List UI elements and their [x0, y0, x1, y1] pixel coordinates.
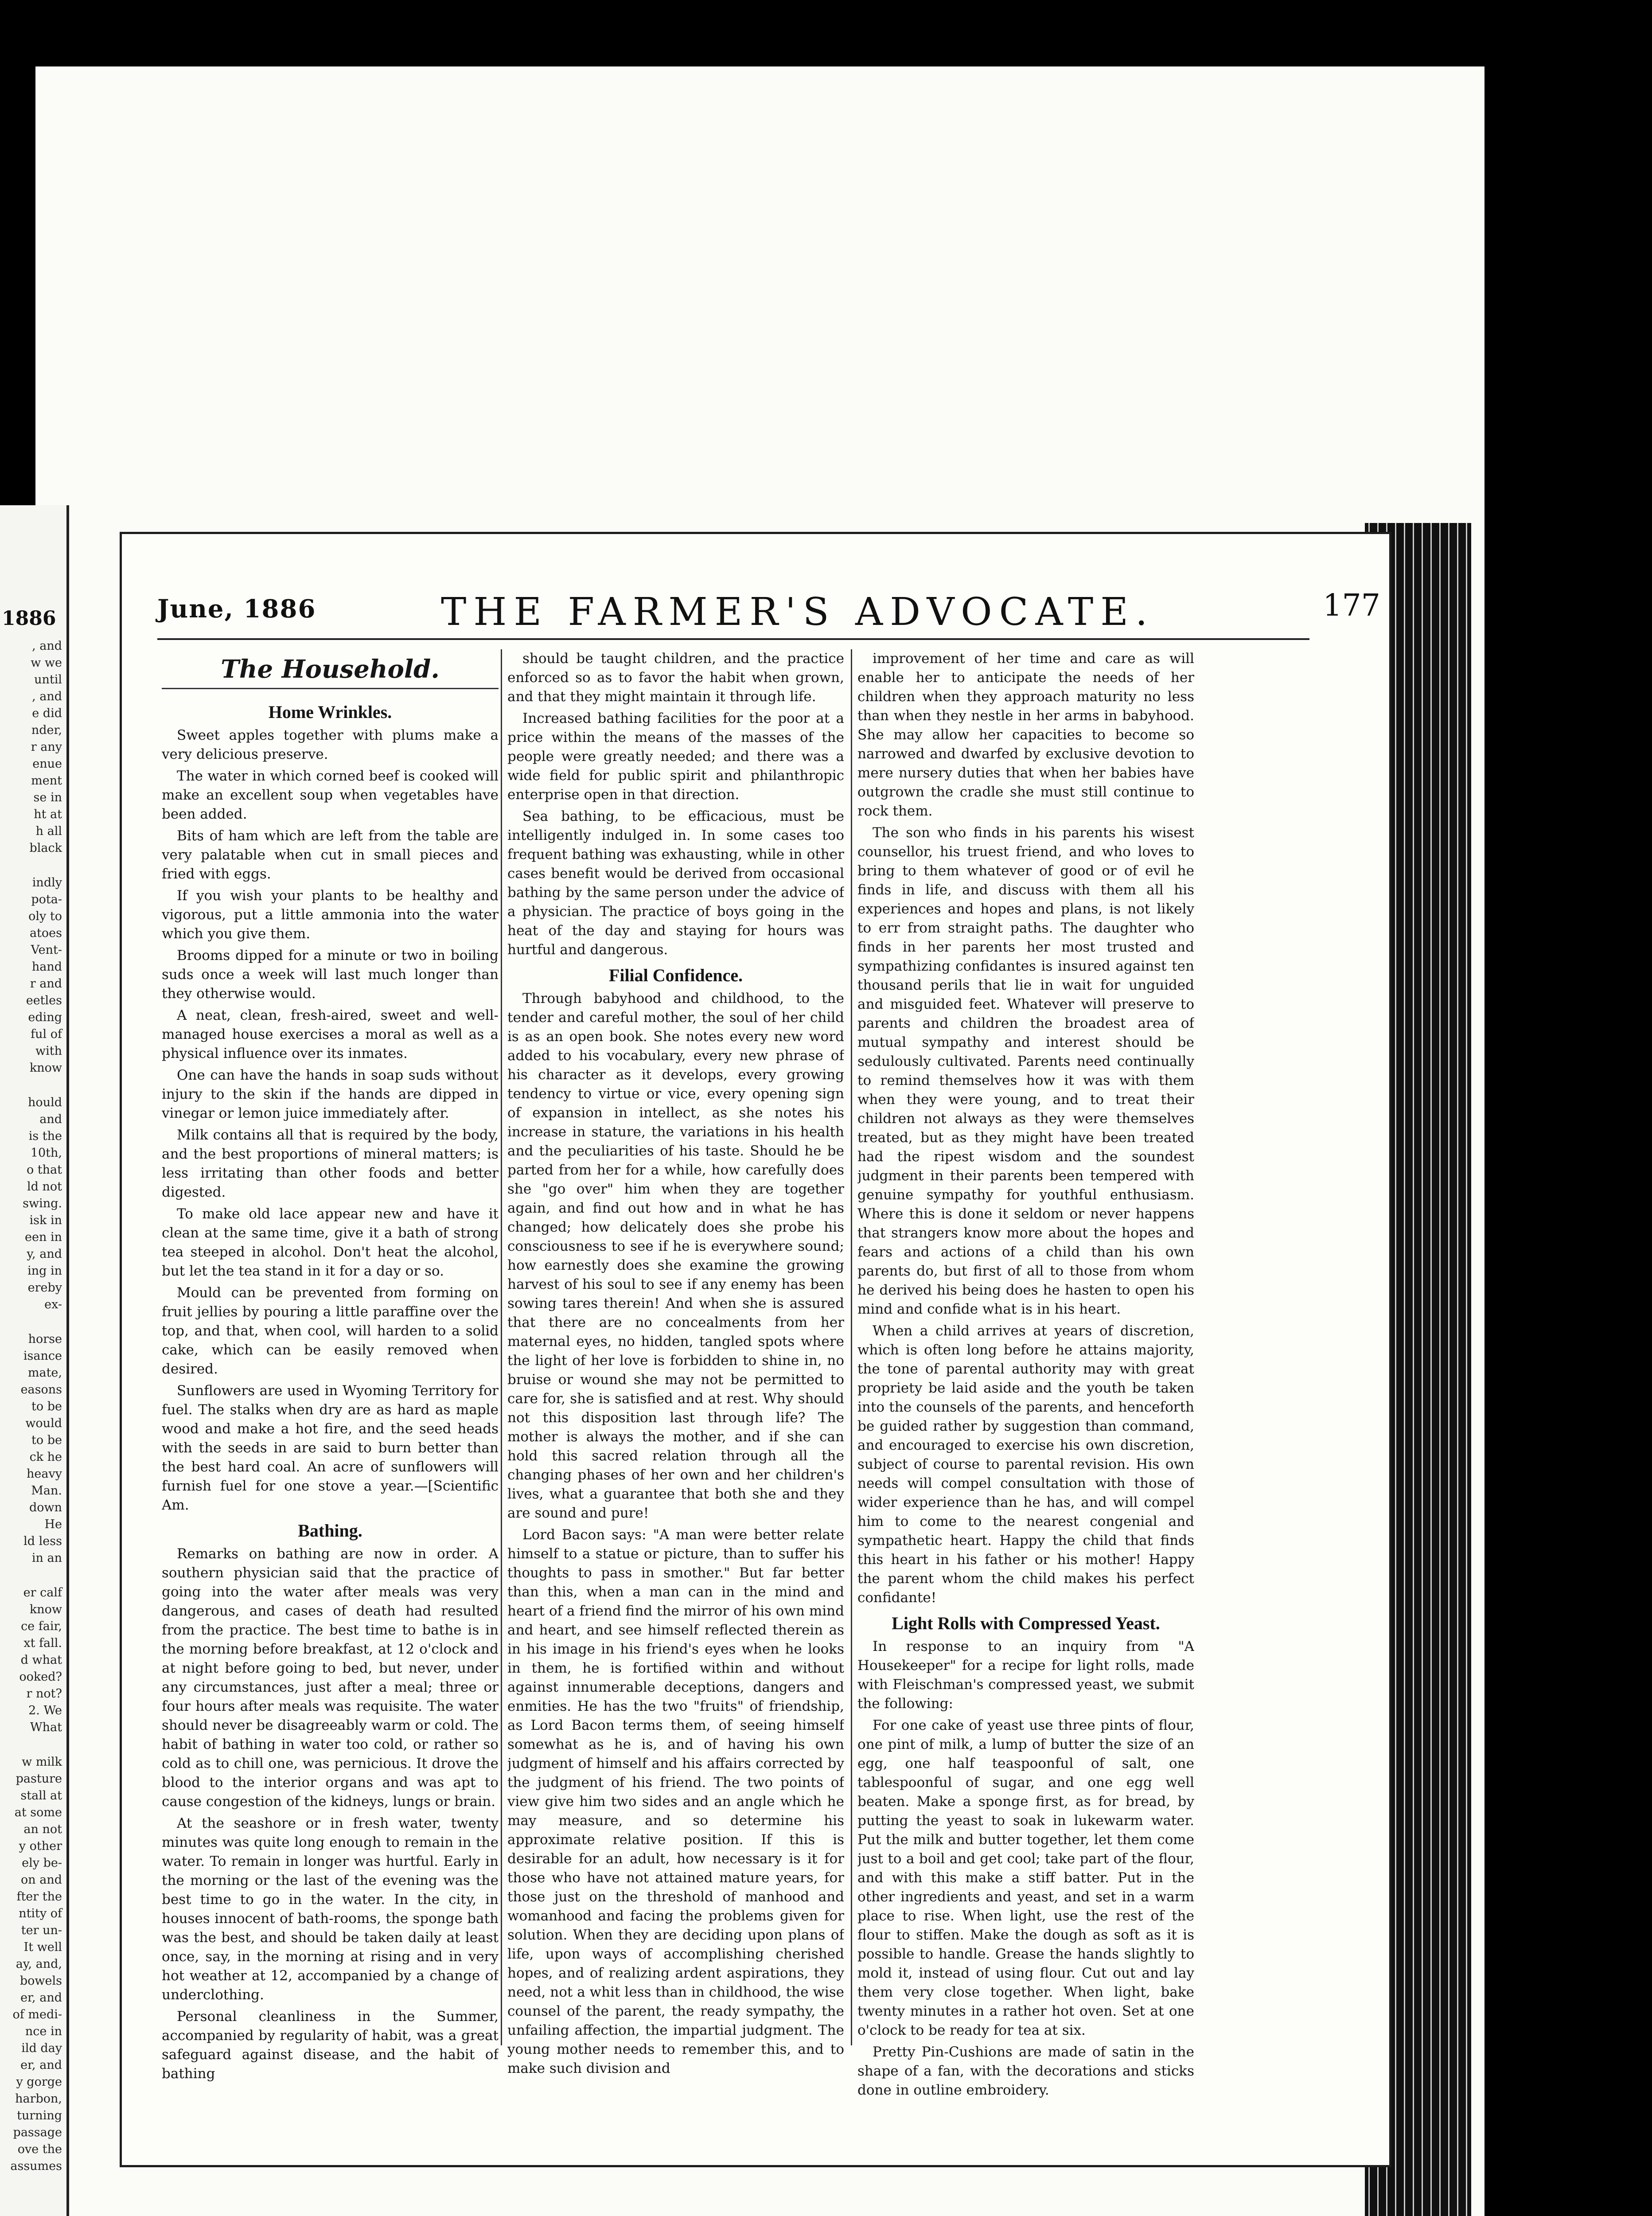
left-page-fragment: ful of: [31, 1027, 62, 1041]
paragraph: Sunflowers are used in Wyoming Territory for fuel. The stalks when dry are as hard as maple wood and make a hot fire, and the seed heads with the seeds in are said to burn better than the best hard coal. An acre of sunflowers will furnish fuel for one stove a year.—[Scientific Am.: [162, 1383, 499, 1513]
left-page-fragment: until: [34, 673, 62, 687]
left-page-fragment: pota-: [31, 893, 62, 906]
paragraph: Sweet apples together with plums make a very delicious preserve.: [162, 727, 499, 762]
left-page-fragment: w milk: [22, 1755, 62, 1769]
left-page-fragment: on and: [21, 1873, 62, 1887]
issue-date: June, 1886: [157, 594, 316, 624]
bathing-body: [162, 1545, 499, 2083]
paragraph: Remarks on bathing are now in order. A southern physician said that the practice of going into the water after meals was very dangerous, and cases of death had resulted from the practice. The best time to bathe is in the morning before breakfast, at 12 o'clock and at night before going to bed, but never, under any circumstances, just after a meal; three or four hours after meals was requisite. The water should never be disagreeably warm or cold. The habit of bathing in water too cold, or rather so cold as to chill one, was pernicious. It drove the blood to the interior organs and was apt to cause congestion of the kidneys, lungs or brain.: [162, 1546, 499, 1810]
publication-title: THE FARMER'S ADVOCATE.: [441, 590, 1155, 634]
left-page-fragment: r not?: [26, 1687, 62, 1701]
heading-home-wrinkles: Home Wrinkles.: [268, 702, 392, 722]
home-wrinkles-body: [162, 726, 499, 1515]
left-page-fragment: eetles: [26, 994, 62, 1007]
paragraph: should be taught children, and the practice enforced so as to favor the habit when grown, and that they might maintain it through life.: [507, 651, 844, 705]
heading-bathing: Bathing.: [298, 1521, 362, 1541]
heading-light-rolls: Light Rolls with Compressed Yeast.: [892, 1613, 1160, 1633]
left-page-fragment: y, and: [27, 1247, 62, 1261]
column-3: [857, 649, 1194, 2112]
left-page-fragment: ex-: [44, 1298, 62, 1311]
left-page-fragment: Vent-: [31, 943, 62, 957]
filial-confidence-body: [507, 989, 844, 2078]
left-page-fragment: o that: [26, 1163, 62, 1177]
left-page-fragment: ce fair,: [21, 1619, 62, 1633]
left-page-fragment: 2. We: [28, 1704, 62, 1717]
left-page-fragment: atoes: [29, 926, 62, 940]
left-page-fragment: er, and: [20, 2058, 62, 2072]
left-facing-page: [0, 505, 69, 2216]
left-page-fragment: know: [29, 1603, 62, 1616]
paragraph: Pretty Pin-Cushions are made of satin in the shape of a fan, with the decorations and sticks done in outline embroidery.: [857, 2044, 1194, 2098]
left-page-fragment: fter the: [16, 1890, 62, 1904]
column-2: [507, 649, 844, 2112]
left-page-fragment: oly to: [28, 909, 62, 923]
column-divider: [851, 649, 852, 2045]
paragraph: The son who finds in his parents his wisest counsellor, his truest friend, and who loves to bring to them whatever of good or of evil he finds in life, and discuss with them all his experiences and hopes and plans, is not likely to err from straight paths. The daughter who finds in her parents her most trusted and sympathizing confidantes is insured against ten thousand perils that lie in wait for unguided and misguided feet. Whatever will preserve to parents and children the broadest area of mutual sympathy and interest should be sedulously cultivated. Parents need continually to remind themselves how it was with them when they were young, and to treat their children not always as they were themselves treated, but as they might have been treated had the ripest wisdom and the soundest judgment in their parents been tempered with genuine sympathy for youthful enthusiasm. Where this is done it seldom or never happens that strangers know more about the hopes and fears and actions of a child than his own parents do, but first of all to those from whom he derived his being does he hasten to open his mind and confide what is in his heart.: [857, 825, 1194, 1317]
left-page-fragment: harbon,: [15, 2092, 62, 2106]
paragraph: improvement of her time and care as will enable her to anticipate the needs of her children when they approach maturity no less than when they nestle in her arms in babyhood. She may allow her capacities to become so narrowed and dwarfed by exclusive devotion to mere nursery duties that when her babies have outgrown the cradle she must still continue to rock them.: [857, 651, 1194, 819]
left-page-fragment: ld less: [23, 1534, 62, 1548]
heading-filial-confidence: Filial Confidence.: [608, 965, 743, 985]
left-page-fragment: w we: [31, 656, 62, 670]
paragraph: A neat, clean, fresh-aired, sweet and well-managed house exercises a moral as well as a physical influence over its inmates.: [162, 1007, 499, 1061]
left-page-fragment: hand: [31, 960, 62, 974]
left-page-fragment: with: [35, 1044, 62, 1058]
left-page-fragment: xt fall.: [23, 1636, 62, 1650]
left-page-fragment: enue: [32, 757, 62, 771]
left-page-fragment: stall at: [20, 1789, 62, 1802]
paragraph: Lord Bacon says: "A man were better relate himself to a statue or picture, than to suffer his thoughts to pass in smother." But far better than this, when a man can in the mind and heart of a friend find the mirror of his own mind and heart, and see himself reflected therein as in his image in his friend's eyes when he looks in them, he is fortified within and without against innumerable deceptions, dangers and enmities. He has the two "fruits" of friendship, as Lord Bacon terms them, of seeing himself somewhat as he is, and of having his own judgment of himself and his affairs corrected by the judgment of his friend. The two points of view give him two sides and an angle which he may measure, and so determine his approximate relative position. If this is desirable for an adult, how necessary is it for those who have not attained mature years, for those just on the threshold of manhood and womanhood and facing the problems given for solution. When they are deciding upon plans of life, upon ways of accomplishing cherished hopes, and of realizing ardent aspirations, they need, not a whit less than in childhood, the wise counsel of the parent, the ready sympathy, the unfailing affection, the impartial judgment. The young mother needs to remember this, and to make such division and: [507, 1527, 844, 2076]
left-page-fragment: black: [29, 841, 62, 855]
left-page-fragment: er calf: [23, 1586, 62, 1600]
paragraph: Sea bathing, to be efficacious, must be intelligently indulged in. In some cases too frequent bathing was exhausting, while in other cases benefit would be derived from occasional bathing by the same person under the advice of a physician. The practice of boys going in the heat of the day and staying for hours was hurtful and dangerous.: [507, 808, 844, 958]
left-page-fragment: r and: [30, 977, 62, 991]
left-page-fragment: h all: [35, 824, 62, 838]
left-page-fragment: nder,: [31, 723, 62, 737]
paragraph: To make old lace appear new and have it clean at the same time, give it a bath of strong tea steeped in alcohol. Don't heat the alcohol, but let the tea stand in it for a day or so.: [162, 1206, 499, 1279]
paragraph: The water in which corned beef is cooked will make an excellent soup when vegetables have been added.: [162, 768, 499, 822]
bathing-continued-body: [507, 649, 844, 960]
left-page-fragment: turning: [17, 2109, 62, 2122]
left-page-fragment: e did: [32, 706, 62, 720]
left-page-fragment: horse: [28, 1332, 62, 1346]
left-page-fragment: ing in: [27, 1264, 62, 1278]
left-page-fragment: and: [39, 1112, 62, 1126]
left-page-fragment: ld not: [27, 1180, 62, 1194]
column-divider: [501, 649, 502, 2045]
left-page-fragment: r any: [31, 740, 62, 754]
left-page-fragment: ment: [31, 774, 62, 788]
left-page-fragment: bowels: [19, 1974, 62, 1988]
paragraph: Through babyhood and childhood, to the tender and careful mother, the soul of her child is as an open book. She notes every new word added to his vocabulary, every new phrase of his character as it develops, every growing tendency to virtue or vice, every opening sign of expansion in intellect, as she notes his increase in stature, the variations in his health and the peculiarities of his taste. Should he be parted from her for a while, how carefully does she "go over" him when they are together again, and find out how and in what he has changed; how delicately does she probe his consciousness to see if he is everywhere sound; how earnestly does she examine the growing harvest of his soul to see if any enemy has been sowing tares therein! And when she is assured that there are no concealments from her maternal eyes, no hidden, tangled spots where the light of her love is forbidden to shine in, no bruise or wound she may not be permitted to care for, she is satisfied and at rest. Why should not this disposition last through life? The mother is always the mother, and if she can hold this sacred relation through all the changing phases of her own and her children's lives, what a guarantee that both she and they are sound and pure!: [507, 991, 844, 1521]
left-page-fragment: , and: [32, 639, 62, 653]
left-page-fragment: ely be-: [22, 1856, 62, 1870]
left-page-fragment: y other: [19, 1839, 62, 1853]
left-page-fragment: know: [29, 1061, 62, 1075]
left-page-fragment: heavy: [27, 1467, 62, 1481]
left-page-fragment: down: [29, 1501, 62, 1514]
left-page-fragment: an not: [23, 1822, 62, 1836]
left-page-fragment: to be: [31, 1400, 62, 1413]
page-number: 177: [1323, 588, 1380, 623]
left-page-fragment: isance: [23, 1349, 62, 1363]
left-page-fragment: mate,: [27, 1366, 62, 1380]
paragraph: Milk contains all that is required by the body, and the best proportions of mineral matters; is less irritating than other foods and better digested.: [162, 1127, 499, 1200]
left-page-fragment: ild day: [21, 2041, 62, 2055]
paragraph: Increased bathing facilities for the poor at a price within the means of the masses of the people were greatly needed; and there was a wide field for public spirit and philanthropic enterprise open in that direction.: [507, 710, 844, 803]
left-page-fragment: easons: [20, 1383, 62, 1397]
left-page-fragment: 10th,: [30, 1146, 62, 1160]
left-page-fragment: hould: [28, 1096, 62, 1109]
left-page-fragment: een in: [25, 1230, 62, 1244]
left-page-fragment: y gorge: [16, 2075, 62, 2089]
left-page-fragment: ter un-: [21, 1923, 62, 1937]
left-page-fragment: assumes: [10, 2159, 62, 2173]
left-page-fragment: isk in: [29, 1213, 62, 1227]
left-page-fragment: would: [25, 1416, 62, 1430]
left-page-fragment: is the: [28, 1129, 62, 1143]
left-page-fragment: , and: [32, 690, 62, 703]
left-page-fragment: swing.: [23, 1197, 62, 1210]
left-page-fragment: at some: [14, 1806, 62, 1819]
left-page-fragment: d what: [20, 1653, 62, 1667]
left-page-fragment: to be: [31, 1433, 62, 1447]
left-page-fragment: ooked?: [19, 1670, 62, 1684]
left-page-fragment: ereby: [27, 1281, 62, 1295]
left-page-fragment: ay, and,: [16, 1957, 62, 1971]
left-page-fragment: of medi-: [12, 2008, 62, 2021]
left-page-fragment: eding: [28, 1010, 62, 1024]
paragraph: Personal cleanliness in the Summer, accompanied by regularity of habit, was a great safeguard against disease, and the habit of bathing: [162, 2009, 499, 2082]
left-page-fragment: nce in: [25, 2025, 62, 2038]
page-header: [157, 578, 1380, 634]
left-page-fragment: se in: [33, 791, 62, 804]
section-title: The Household.: [162, 660, 499, 689]
paragraph: When a child arrives at years of discretion, which is often long before he attains majority, the tone of parental authority may with great propriety be laid aside and the youth be taken into the counsels of the parents, and henceforth be guided rather by suggestion than command, and encouraged to exercise his own discretion, subject of course to parental revision. His own needs will compel consultation with those of wider experience than he has, and will compel him to come to the nearest congenial and sympathetic heart. Happy the child that finds this heart in his father or his mother! Happy the parent whom the child makes his perfect confidante!: [857, 1323, 1194, 1606]
paragraph: In response to an inquiry from "A Housekeeper" for a recipe for light rolls, made with Fleischman's compressed yeast, we submit the following:: [857, 1639, 1194, 1712]
paragraph: If you wish your plants to be healthy and vigorous, put a little ammonia into the water which you give them.: [162, 888, 499, 942]
left-page-fragment: pasture: [16, 1772, 62, 1786]
left-page-fragment: Man.: [31, 1484, 62, 1498]
paragraph: At the seashore or in fresh water, twenty minutes was quite long enough to remain in the water. To remain in longer was hurtful. Early in the morning or the last of the evening was the best time to go in the water. In the city, in houses innocent of bath-rooms, the sponge bath was the best, and should be taken daily at least once, say, in the morning at rising and in very hot weather at 12, accompanied by a change of underclothing.: [162, 1815, 499, 2003]
left-page-fragment: ove the: [17, 2142, 62, 2156]
left-page-fragment: passage: [13, 2126, 62, 2139]
left-page-fragment: in an: [31, 1551, 62, 1565]
scan-right-border: [1489, 0, 1652, 2216]
paragraph: For one cake of yeast use three pints of flour, one pint of milk, a lump of butter the size of an egg, one half teaspoonful of salt, one tablespoonful of sugar, and one egg well beaten. Make a sponge first, as for bread, by putting the yeast to soak in lukewarm water. Put the milk and butter together, let them come just to a boil and get cool; take part of the flour, and with this make a stiff batter. Put in the other ingredients and yeast, and set in a warm place to rise. When light, use the rest of the flour to stiffen. Make the dough as soft as it is possible to handle. Grease the hands slightly to mold it, instead of using flour. Cut out and lay them very close together. When light, bake twenty minutes in a rather hot oven. Set at one o'clock to be ready for tea at six.: [857, 1717, 1194, 2038]
filial-confidence-continued-body: [857, 649, 1194, 1607]
header-rule: [157, 638, 1309, 640]
left-page-fragment: ntity of: [19, 1907, 62, 1920]
paragraph: Bits of ham which are left from the table are very palatable when cut in small pieces and fried with eggs.: [162, 828, 499, 882]
paragraph: One can have the hands in soap suds without injury to the skin if the hands are dipped in vinegar or lemon juice immediately after.: [162, 1067, 499, 1121]
column-1: [162, 649, 499, 2112]
left-page-fragment: What: [30, 1721, 62, 1734]
left-page-fragment: ck he: [29, 1450, 62, 1464]
left-page-fragment: er, and: [20, 1991, 62, 2005]
paragraph: Mould can be prevented from forming on fruit jellies by pouring a little paraffine over the top, and that, when cool, will harden to a solid cake, which can be easily removed when desired.: [162, 1285, 499, 1377]
left-page-fragment: He: [44, 1518, 62, 1531]
light-rolls-body: [857, 1637, 1194, 2100]
left-page-fragment: It well: [23, 1940, 62, 1954]
main-page: [120, 532, 1391, 2167]
paragraph: Brooms dipped for a minute or two in boiling suds once a week will last much longer than they otherwise would.: [162, 948, 499, 1002]
left-page-year: 1886: [2, 607, 56, 630]
left-page-fragment: ht at: [34, 808, 62, 821]
left-page-fragment: indly: [32, 876, 62, 890]
